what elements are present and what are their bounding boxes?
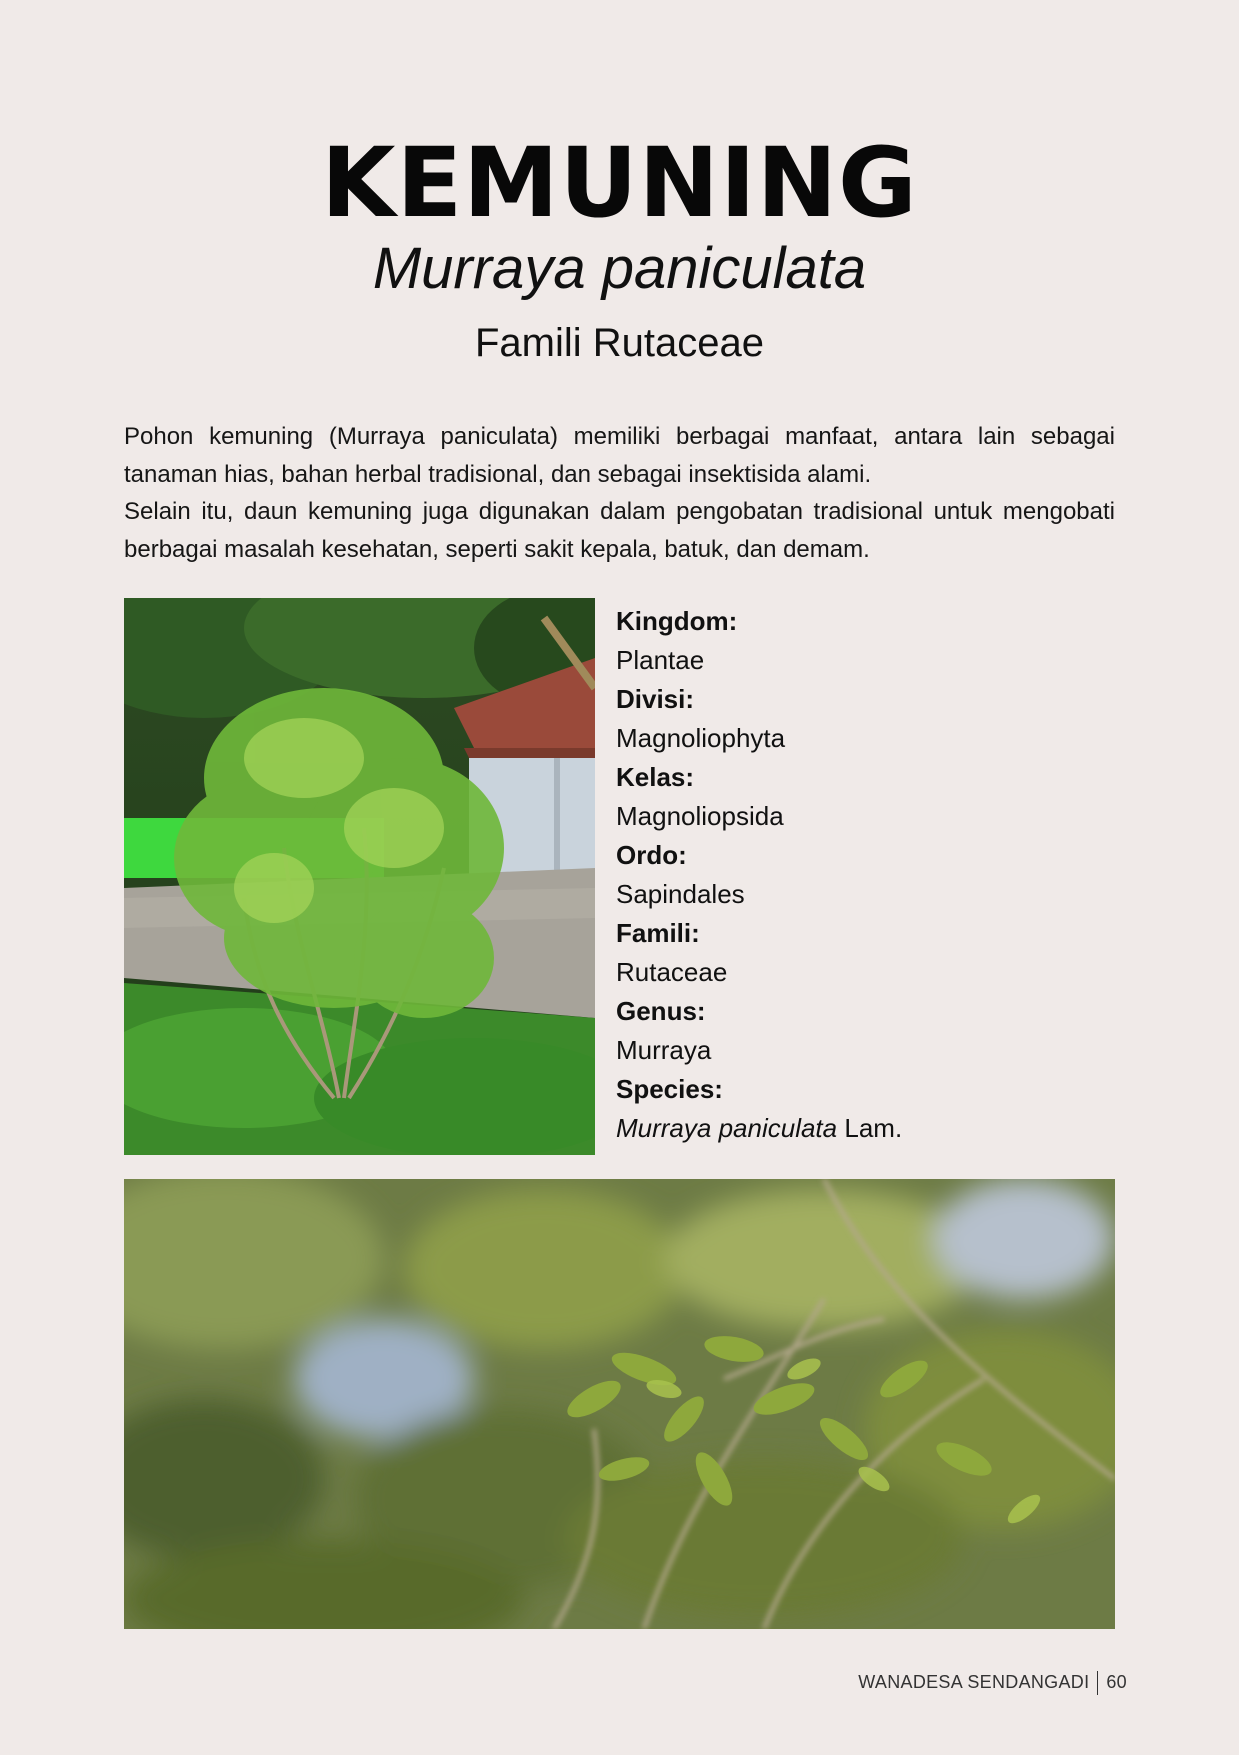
taxonomy-label-species: Species: (616, 1074, 723, 1104)
taxonomy-label-kelas: Kelas: (616, 762, 695, 792)
taxonomy-label-divisi: Divisi: (616, 684, 695, 714)
page-number: 60 (1106, 1671, 1127, 1692)
taxonomy-value-genus: Murraya (616, 1035, 712, 1065)
description-paragraph: Selain itu, daun kemuning juga digunakan dalam pengobatan tradisional untuk mengobati berbagai masalah kesehatan, seperti sakit kepala, batuk, dan demam. (124, 498, 1115, 563)
taxonomy-label-famili: Famili: (616, 918, 700, 948)
taxonomy-value-divisi: Magnoliophyta (616, 723, 786, 753)
taxonomy-label-kingdom: Kingdom: (616, 606, 738, 636)
taxonomy-value-kelas: Magnoliopsida (616, 801, 784, 831)
description-paragraph: Pohon kemuning (Murraya paniculata) memiliki berbagai manfaat, antara lain sebagai tanaman hias, bahan herbal tradisional, dan sebagai insektisida alami. (124, 423, 1115, 488)
species-author: Lam. (844, 1113, 903, 1143)
taxonomy-label-ordo: Ordo: (616, 840, 687, 870)
taxonomy-value-ordo: Sapindales (616, 879, 745, 909)
taxonomy-value-species (616, 1109, 1116, 1148)
taxonomy-value-famili: Rutaceae (616, 957, 728, 987)
publication-name: WANADESA SENDANGADI (858, 1671, 1090, 1692)
taxonomy-label-genus: Genus: (616, 996, 706, 1026)
description (124, 418, 1115, 568)
taxonomy-value-kingdom: Plantae (616, 645, 705, 675)
species-epithet: Murraya paniculata (616, 1113, 838, 1143)
shrub-photo (124, 598, 595, 1155)
page-title: KEMUNING (321, 127, 918, 239)
leaves-photo (124, 1179, 1115, 1629)
page-footer (858, 1671, 1127, 1695)
taxonomy-list (616, 602, 1116, 1148)
scientific-name: Murraya paniculata (372, 236, 867, 301)
footer-separator (1097, 1671, 1098, 1695)
family-subtitle: Famili Rutaceae (474, 321, 764, 365)
